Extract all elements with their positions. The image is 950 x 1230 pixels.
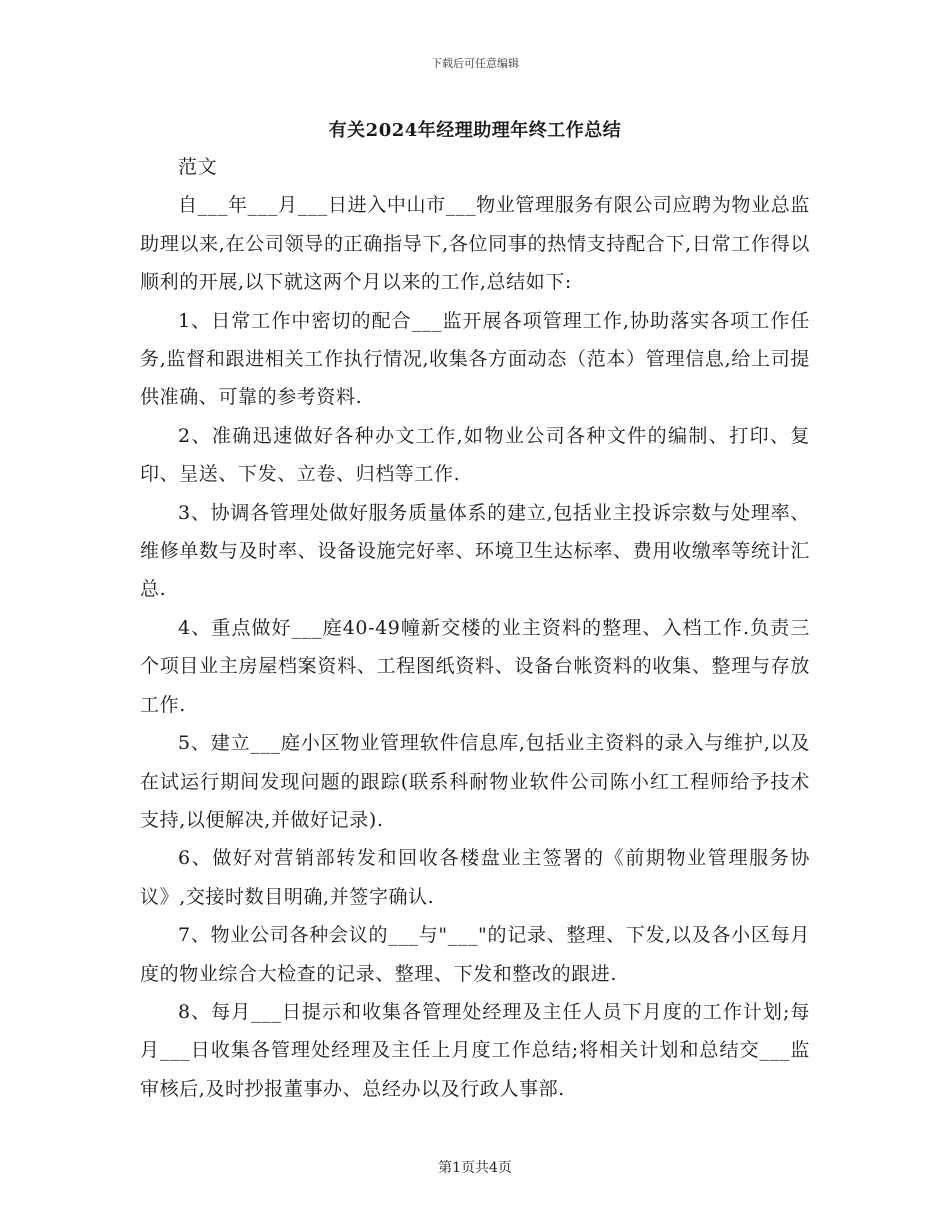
paragraph-item-8: 8、每月___日提示和收集各管理处经理及主任人员下月度的工作计划;每月___日收集各管理处经理及主任上月度工作总结;将相关计划和总结交___监审核后,及时抄报董事办、总经办以及行政人事部. — [140, 1000, 810, 1100]
document-title: 有关2024年经理助理年终工作总结 — [328, 120, 622, 141]
paragraph-item-5: 5、建立___庭小区物业管理软件信息库,包括业主资料的录入与维护,以及在试运行期间发现问题的跟踪(联系科耐物业软件公司陈小红工程师给予技术支持,以便解决,并做好记录). — [140, 732, 810, 831]
paragraph-item-2: 2、准确迅速做好各种办文工作,如物业公司各种文件的编制、打印、复印、呈送、下发、立卷、归档等工作. — [140, 424, 810, 486]
paragraph-item-7: 7、物业公司各种会议的___与"___"的记录、整理、下发,以及各小区每月度的物业综合大检查的记录、整理、下发和整改的跟进. — [140, 924, 810, 985]
paragraph-label: 范文 — [178, 156, 218, 178]
header-note: 下载后可任意编辑 — [431, 57, 519, 70]
paragraph-item-6: 6、做好对营销部转发和回收各楼盘业主签署的《前期物业管理服务协议》,交接时数目明确,并签字确认. — [140, 847, 810, 908]
document-body — [140, 148, 810, 1108]
paragraph-intro: 自___年___月___日进入中山市___物业管理服务有限公司应聘为物业总监助理以来,在公司领导的正确指导下,各位同事的热情支持配合下,日常工作得以顺利的开展,以下就这两个月以来的工作,总结如下: — [140, 194, 810, 294]
paragraph-item-4: 4、重点做好___庭40-49幢新交楼的业主资料的整理、入档工作.负责三个项目业主房屋档案资料、工程图纸资料、设备台帐资料的收集、整理与存放工作. — [140, 616, 810, 716]
paragraph-item-1: 1、日常工作中密切的配合___监开展各项管理工作,协助落实各项工作任务,监督和跟进相关工作执行情况,收集各方面动态（范本）管理信息,给上司提供准确、可靠的参考资料. — [140, 309, 810, 409]
paragraph-item-3: 3、协调各管理处做好服务质量体系的建立,包括业主投诉宗数与处理率、维修单数与及时率、设备设施完好率、环境卫生达标率、费用收缴率等统计汇总. — [140, 501, 810, 601]
page-number: 第1页共4页 — [438, 1160, 512, 1176]
